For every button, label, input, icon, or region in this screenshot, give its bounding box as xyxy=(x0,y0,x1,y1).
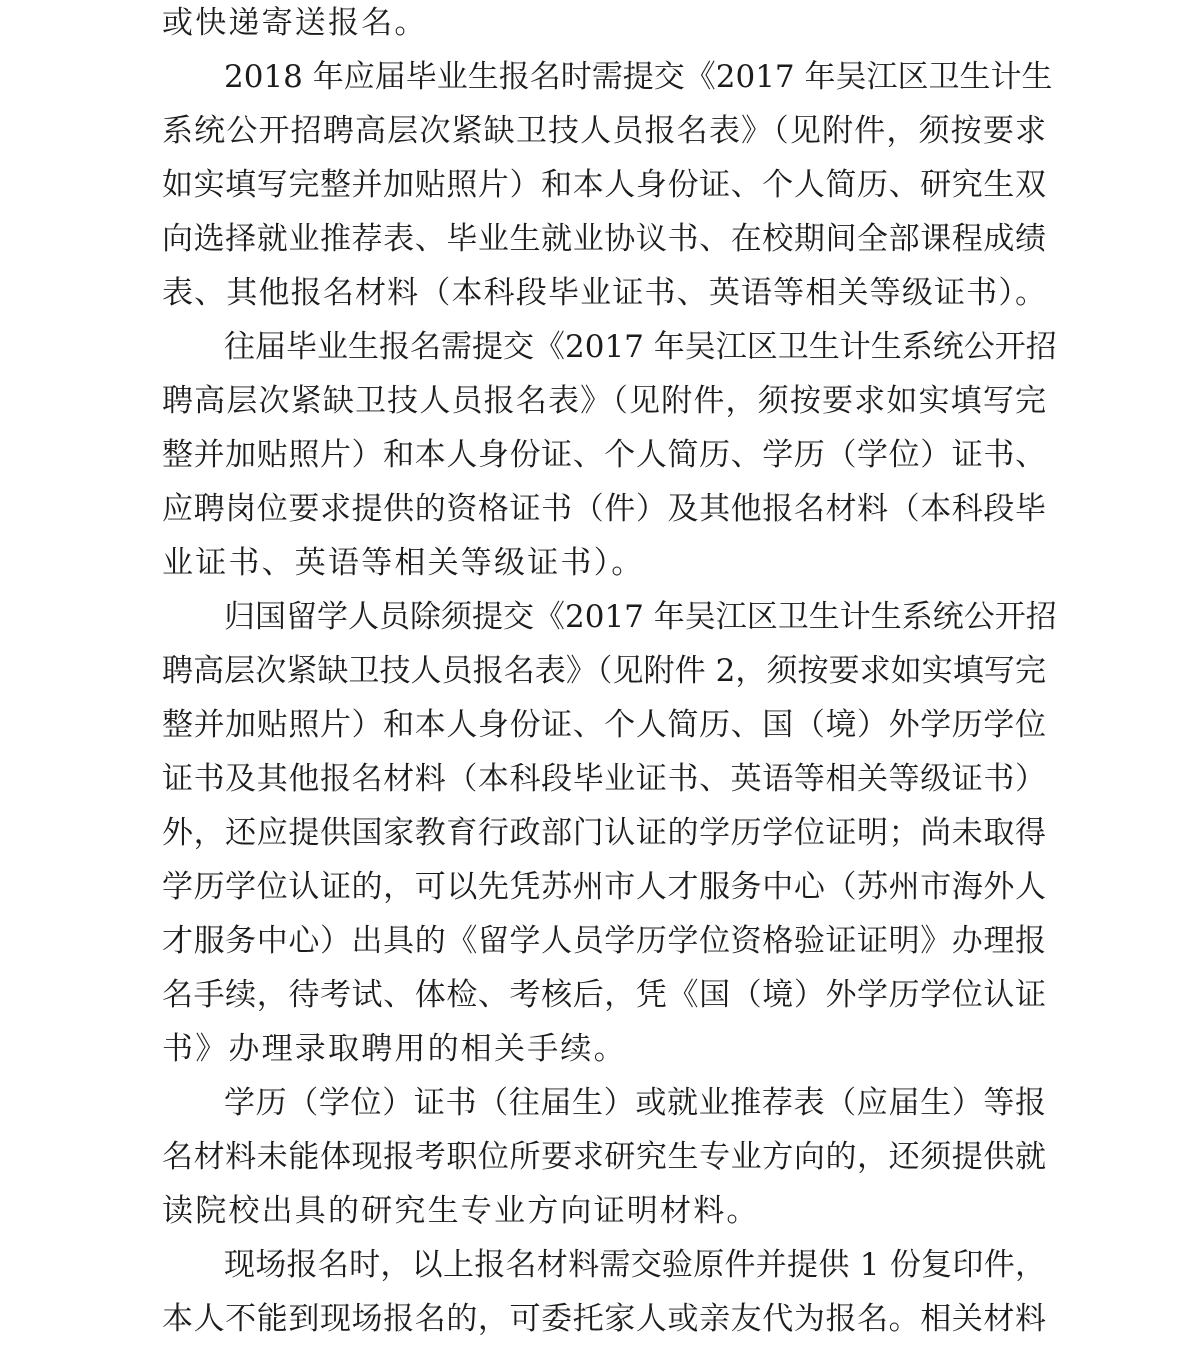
text-line: 如实填写完整并加贴照片）和本人身份证、个人简历、研究生双 xyxy=(162,167,1047,203)
text-line: 名手续，待考试、体检、考核后，凭《国（境）外学历学位认证 xyxy=(162,977,1047,1013)
text-line: 整并加贴照片）和本人身份证、个人简历、学历（学位）证书、 xyxy=(162,437,1047,473)
text-line: 整并加贴照片）和本人身份证、个人简历、国（境）外学历学位 xyxy=(162,707,1047,743)
text-line: 应聘岗位要求提供的资格证书（件）及其他报名材料（本科段毕 xyxy=(162,491,1047,527)
text-line: 名材料未能体现报考职位所要求研究生专业方向的，还须提供就 xyxy=(162,1139,1047,1175)
text-line: 向选择就业推荐表、毕业生就业协议书、在校期间全部课程成绩 xyxy=(162,221,1047,257)
text-line: 归国留学人员除须提交《2017 年吴江区卫生计生系统公开招 xyxy=(224,599,1057,635)
text-line: 才服务中心）出具的《留学人员学历学位资格验证证明》办理报 xyxy=(162,923,1047,959)
text-line: 学历学位认证的，可以先凭苏州市人才服务中心（苏州市海外人 xyxy=(162,869,1047,905)
text-line: 或快递寄送报名。 xyxy=(162,5,428,41)
text-line: 现场报名时，以上报名材料需交验原件并提供 1 份复印件， xyxy=(224,1247,1047,1283)
text-line: 表、其他报名材料（本科段毕业证书、英语等相关等级证书）。 xyxy=(162,275,1048,311)
text-line: 读院校出具的研究生专业方向证明材料。 xyxy=(162,1193,760,1229)
text-line: 学历（学位）证书（往届生）或就业推荐表（应届生）等报 xyxy=(224,1085,1047,1121)
text-line: 2018 年应届毕业生报名时需提交《2017 年吴江区卫生计生 xyxy=(224,59,1053,95)
text-line: 业证书、英语等相关等级证书）。 xyxy=(162,545,645,581)
text-line: 证书及其他报名材料（本科段毕业证书、英语等相关等级证书） xyxy=(162,761,1047,797)
text-line: 本人不能到现场报名的，可委托家人或亲友代为报名。相关材料 xyxy=(162,1301,1047,1337)
text-line: 往届毕业生报名需提交《2017 年吴江区卫生计生系统公开招 xyxy=(224,329,1057,365)
text-line: 聘高层次紧缺卫技人员报名表》（见附件，须按要求如实填写完 xyxy=(162,383,1048,419)
text-line: 外，还应提供国家教育行政部门认证的学历学位证明；尚未取得 xyxy=(162,815,1047,851)
text-line: 书》办理录取聘用的相关手续。 xyxy=(162,1031,627,1067)
text-line: 系统公开招聘高层次紧缺卫技人员报名表》（见附件，须按要求 xyxy=(162,113,1048,149)
text-line: 聘高层次紧缺卫技人员报名表》（见附件 2，须按要求如实填写完 xyxy=(162,653,1047,689)
